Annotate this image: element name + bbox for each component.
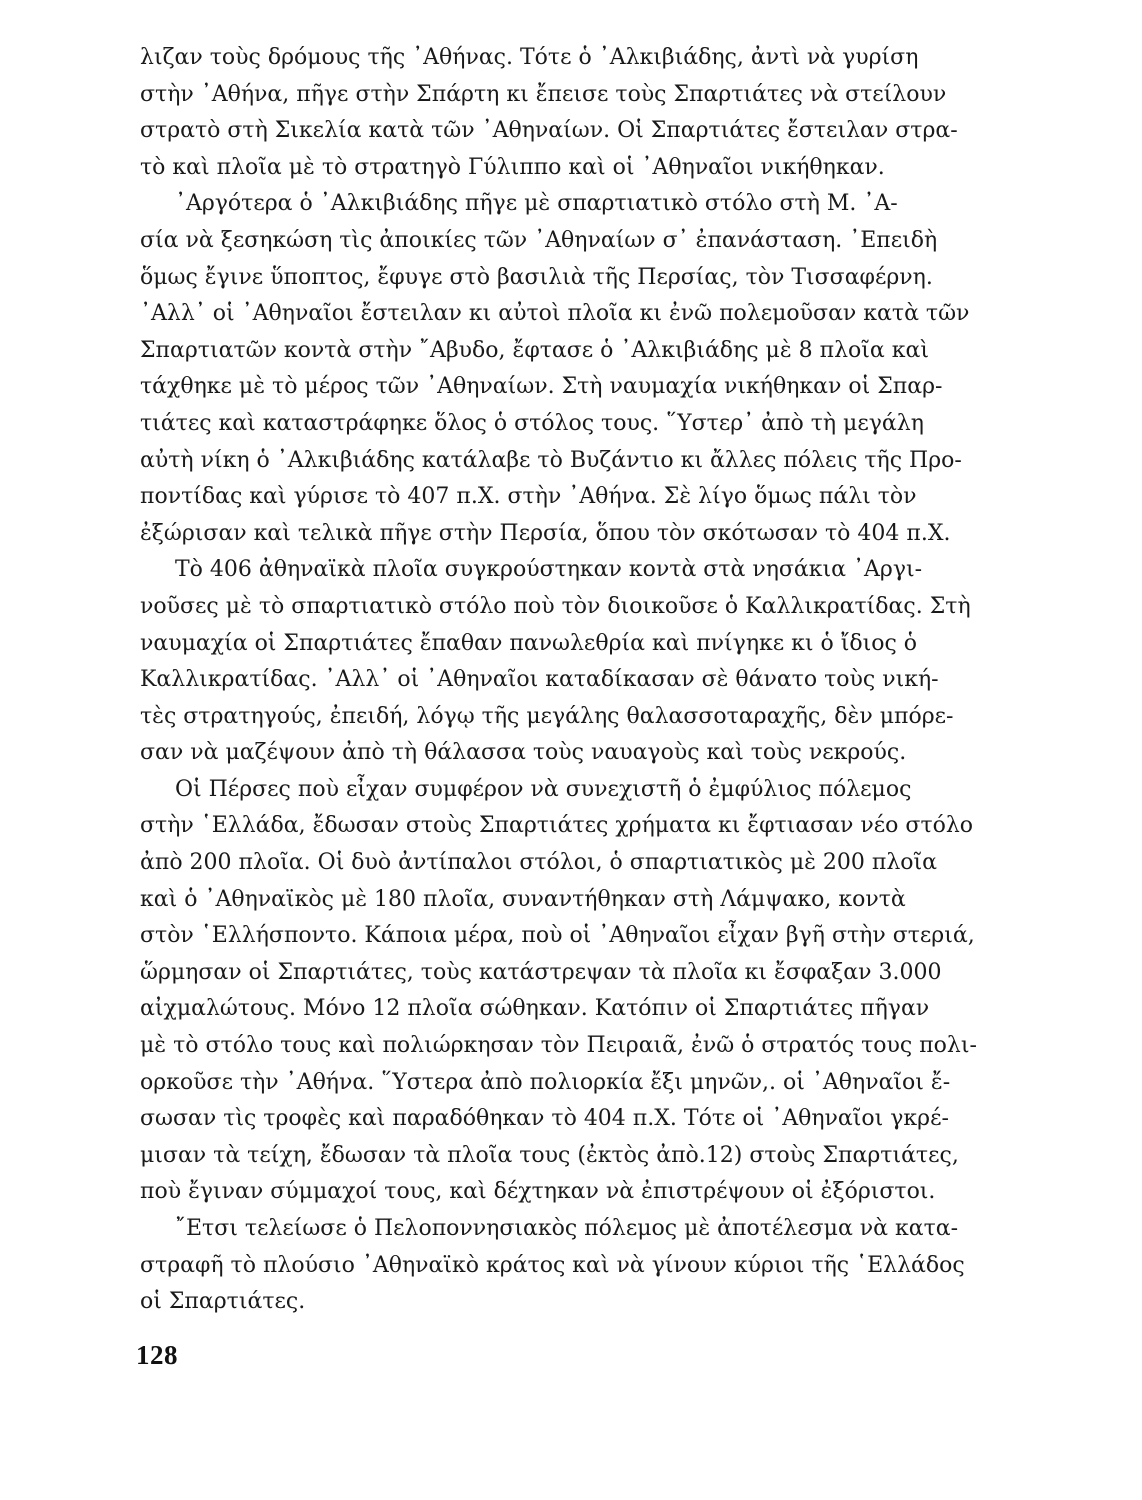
text-line: αἰχμαλώτους. Μόνο 12 πλοῖα σώθηκαν. Κατόπιν οἱ Σπαρτιάτες πῆγαν	[140, 996, 930, 1022]
text-line: λιζαν τοὺς δρόμους τῆς ᾿Αθήνας. Τότε ὁ ᾿Αλκιβιάδης, ἀντὶ νὰ γυρίση	[140, 45, 919, 70]
text-line: Σπαρτιατῶν κοντὰ στὴν ῎Αβυδο, ἔφτασε ὁ ᾿Αλκιβιάδης μὲ 8 πλοῖα καὶ	[140, 337, 929, 363]
text-line: οἱ Σπαρτιάτες.	[140, 1289, 306, 1315]
text-line: ορκοῦσε τὴν ᾿Αθήνα. ῞Υστερα ἀπὸ πολιορκία ἔξι μηνῶν,. οἱ ᾿Αθηναῖοι ἔ-	[140, 1069, 951, 1095]
text-line: ὅμως ἔγινε ὕποπτος, ἔφυγε στὸ βασιλιὰ τῆς Περσίας, τὸν Τισσαφέρνη.	[140, 264, 933, 290]
text-line: ῎Ετσι τελείωσε ὁ Πελοποννησιακὸς πόλεμος μὲ ἀποτέλεσμα νὰ κατα-	[140, 1216, 959, 1241]
body-text	[140, 40, 985, 1321]
text-line: Τὸ 406 ἀθηναϊκὰ πλοῖα συγκρούστηκαν κοντὰ στὰ νησάκια ᾿Αργι-	[140, 557, 923, 583]
text-line: μὲ τὸ στόλο τους καὶ πολιώρκησαν τὸν Πειραιᾶ, ἐνῶ ὁ στρατός τους πολι-	[140, 1033, 977, 1059]
text-line: στραφῆ τὸ πλούσιο ᾿Αθηναϊκὸ κράτος καὶ νὰ γίνουν κύριοι τῆς ῾Ελλάδος	[140, 1252, 965, 1278]
text-line: στὴν ᾿Αθήνα, πῆγε στὴν Σπάρτη κι ἔπεισε τοὺς Σπαρτιάτες νὰ στείλουν	[140, 81, 947, 107]
text-line: στρατὸ στὴ Σικελία κατὰ τῶν ᾿Αθηναίων. Οἱ Σπαρτιάτες ἔστειλαν στρα-	[140, 118, 958, 144]
text-line: στὸν ῾Ελλήσποντο. Κάποια μέρα, ποὺ οἱ ᾿Αθηναῖοι εἶχαν βγῆ στὴν στεριά,	[140, 923, 975, 949]
text-line: ᾿Αλλ᾿ οἱ ᾿Αθηναῖοι ἔστειλαν κι αὐτοὶ πλοῖα κι ἐνῶ πολεμοῦσαν κατὰ τῶν	[140, 301, 970, 327]
text-line: σία νὰ ξεσηκώση τὶς ἀποικίες τῶν ᾿Αθηναίων σ᾿ ἐπανάσταση. ᾿Επειδὴ	[140, 227, 938, 253]
text-line: καὶ ὁ ᾿Αθηναϊκὸς μὲ 180 πλοῖα, συναντήθηκαν στὴ Λάμψακο, κοντὰ	[140, 886, 906, 912]
text-line: τὸ καὶ πλοῖα μὲ τὸ στρατηγὸ Γύλιππο καὶ οἱ ᾿Αθηναῖοι νικήθηκαν.	[140, 154, 885, 180]
text-line: ποντίδας καὶ γύρισε τὸ 407 π.Χ. στὴν ᾿Αθήνα. Σὲ λίγο ὅμως πάλι τὸν	[140, 484, 917, 510]
text-line: Καλλικρατίδας. ᾿Αλλ᾿ οἱ ᾿Αθηναῖοι καταδίκασαν σὲ θάνατο τοὺς νική-	[140, 667, 939, 693]
text-line: ναυμαχία οἱ Σπαρτιάτες ἔπαθαν πανωλεθρία καὶ πνίγηκε κι ὁ ἴδιος ὁ	[140, 630, 918, 656]
text-line: τιάτες καὶ καταστράφηκε ὅλος ὁ στόλος τους. ῞Υστερ᾿ ἀπὸ τὴ μεγάλη	[140, 410, 924, 436]
text-line: ἀπὸ 200 πλοῖα. Οἱ δυὸ ἀντίπαλοι στόλοι, ὁ σπαρτιατικὸς μὲ 200 πλοῖα	[140, 850, 938, 876]
text-line: νοῦσες μὲ τὸ σπαρτιατικὸ στόλο ποὺ τὸν διοικοῦσε ὁ Καλλικρατίδας. Στὴ	[140, 593, 971, 619]
text-line: ἐξώρισαν καὶ τελικὰ πῆγε στὴν Περσία, ὅπου τὸν σκότωσαν τὸ 404 π.Χ.	[140, 520, 951, 546]
text-line: μισαν τὰ τείχη, ἔδωσαν τὰ πλοῖα τους (ἐκτὸς ἀπὸ.12) στοὺς Σπαρτιάτες,	[140, 1142, 959, 1168]
page-number: 128	[136, 1340, 178, 1370]
text-line: ποὺ ἔγιναν σύμμαχοί τους, καὶ δέχτηκαν νὰ ἐπιστρέψουν οἱ ἐξόριστοι.	[140, 1179, 936, 1205]
text-line: αὐτὴ νίκη ὁ ᾿Αλκιβιάδης κατάλαβε τὸ Βυζάντιο κι ἄλλες πόλεις τῆς Προ-	[140, 447, 962, 473]
text-line: σωσαν τὶς τροφὲς καὶ παραδόθηκαν τὸ 404 π.Χ. Τότε οἱ ᾿Αθηναῖοι γκρέ-	[140, 1106, 949, 1132]
text-line: τὲς στρατηγούς, ἐπειδή, λόγῳ τῆς μεγάλης θαλασσοταραχῆς, δὲν μπόρε-	[140, 703, 954, 729]
text-line: τάχθηκε μὲ τὸ μέρος τῶν ᾿Αθηναίων. Στὴ ναυμαχία νικήθηκαν οἱ Σπαρ-	[140, 374, 943, 400]
text-line: στὴν ῾Ελλάδα, ἔδωσαν στοὺς Σπαρτιάτες χρήματα κι ἔφτιασαν νέο στόλο	[140, 813, 974, 839]
text-line: Οἱ Πέρσες ποὺ εἶχαν συμφέρον νὰ συνεχιστῆ ὁ ἐμφύλιος πόλεμος	[140, 776, 912, 802]
text-line: ᾿Αργότερα ὁ ᾿Αλκιβιάδης πῆγε μὲ σπαρτιατικὸ στόλο στὴ Μ. ᾿Α-	[140, 191, 898, 217]
text-line: σαν νὰ μαζέψουν ἀπὸ τὴ θάλασσα τοὺς ναυαγοὺς καὶ τοὺς νεκρούς.	[140, 740, 907, 766]
text-line: ὥρμησαν οἱ Σπαρτιάτες, τοὺς κατάστρεψαν τὰ πλοῖα κι ἔσφαξαν 3.000	[140, 959, 942, 985]
